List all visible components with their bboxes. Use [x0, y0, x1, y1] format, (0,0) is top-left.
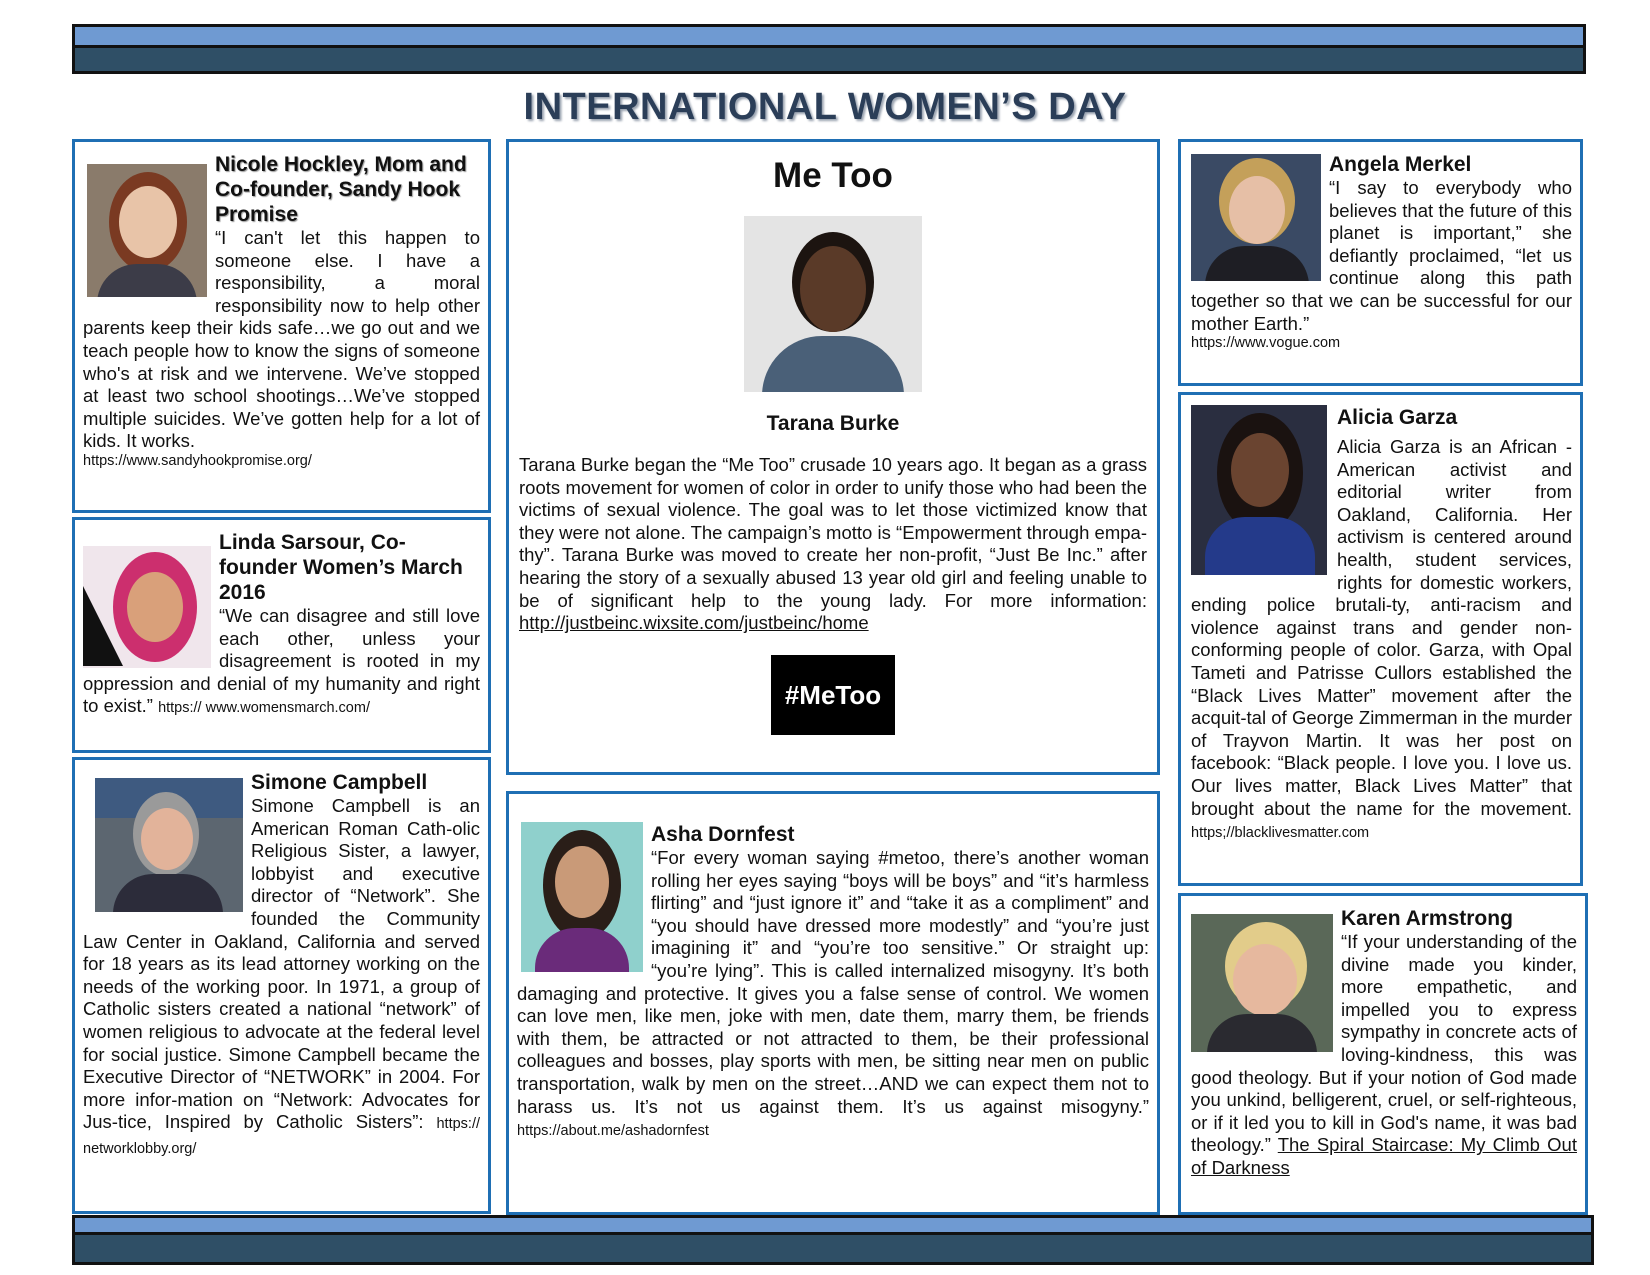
karen-armstrong-name: Karen Armstrong [1341, 907, 1513, 930]
alicia-garza-name: Alicia Garza [1337, 406, 1458, 429]
simone-campbell-source[interactable]: https:// networklobby.org/ [83, 1116, 481, 1157]
asha-dornfest-photo [521, 822, 643, 972]
me-too-heading: Me Too [773, 156, 893, 195]
simone-campbell-photo [95, 778, 243, 912]
alicia-garza-bio: Alicia Garza is an African -American activist and editorial writer from Oakland, California. Her activism is centered around health, student services, rights for domestic workers, ending police brutali-ty, anti-racism and violence against trans and gender non-conforming people of color. Garza, with Opal Tameti and Patrisse Cullors established the “Black Lives Matter” movement after the acquit-tal of George Zimmerman in the murder of Trayvon Martin. It was her post on facebook: “Black people. I love you. I love us. Our lives matter, Black Lives Matter” that brought about the name for the movement. https;//blacklivesmatter.com [1191, 436, 1572, 842]
nicole-hockley-photo [87, 164, 207, 297]
linda-sarsour-source[interactable]: https:// www.womensmarch.com/ [158, 700, 370, 717]
page-title: INTERNATIONAL WOMEN’S DAY [523, 86, 1127, 128]
bottom-banner-bar [72, 1215, 1594, 1265]
simone-campbell-bio: Simone Campbell is an American Roman Cath-olic Religious Sister, a lawyer, lobbyist and executive director of “Network”. She founded the Community Law Center in Oakland, California and served for 18 years as its lead attorney working on the needs of the working poor. In 1971, a group of Catholic sisters created a national “network” of women religious to advocate at the federal level for social justice. Simone Campbell became the Executive Director of “NETWORK” in 2004. For more infor-mation on “Network: Advocates for Jus-tice, Inspired by Catholic Sisters”: https:// networklobby.org/ [83, 795, 481, 1157]
asha-dornfest-name: Asha Dornfest [651, 823, 795, 846]
asha-dornfest-quote: “For every woman saying #metoo, there’s another woman rolling her eyes saying “boys will be boys” and “it’s harmless flirting” and “just ignore it” and “take it as a compliment” and “you should have dressed more modestly” and “you’re just imagining it” and “you’re too sensitive.” Or straight up: “you’re lying”. This is called internalized misogyny. It’s both damaging and protective. It gives you a false sense of control. We women can love men, like men, joke with men, date them, marry them, be friends with them, be attracted or not attracted to them, be their professional colleagues and bosses, play sports with men, be sitting near men on public transportation, walk by men on the street…AND we can expect them not to harass us. It’s not us against them. It’s us against misogyny.” https://about.me/ashadornfest [517, 847, 1149, 1140]
alicia-garza-source[interactable]: https;//blacklivesmatter.com [1191, 825, 1370, 842]
metoo-logo: #MeToo [771, 655, 895, 735]
nicole-hockley-quote: “I can't let this happen to someone else. I have a responsibility, a moral responsibility now to help other parents keep their kids safe…we go out and we teach people how to know the signs of someone who's at risk and we intervene. We’ve stopped at least two school shootings…We’ve stopped multiple suicides. We’ve gotten help for a lot of kids. It works. [83, 227, 480, 452]
angela-merkel-photo [1191, 154, 1321, 281]
top-banner-bar [72, 24, 1586, 74]
angela-merkel-source[interactable]: https://www.vogue.com [1191, 335, 1341, 352]
tarana-burke-caption: Tarana Burke [766, 412, 900, 435]
me-too-text: Tarana Burke began the “Me Too” crusade 10 years ago. It began as a grass roots movement for women of color in order to unify those who had been the victims of sexual violence. The goal was to let those victimized know that they were not alone. The campaign’s motto is “Empowerment through empa-thy”. Tarana Burke was moved to create her non-profit, “Just Be Inc.” after hearing the story of a sexually abused 13 year old girl and feeling unable to be of significant help to the young lady. For more information: http://justbeinc.wixsite.com/justbeinc/home [519, 454, 1147, 634]
card-angela-merkel [1178, 139, 1583, 386]
asha-dornfest-source[interactable]: https://about.me/ashadornfest [517, 1123, 709, 1140]
card-alicia-garza [1178, 392, 1583, 886]
nicole-hockley-name: Nicole Hockley, Mom and Co-founder, Sandy Hook Promise [215, 153, 467, 226]
angela-merkel-quote: “I say to everybody who believes that the future of this planet is important,” she defiantly proclaimed, “let us continue along this path together so that we can be successful for our mother Earth.” [1191, 177, 1572, 334]
card-asha-dornfest [506, 791, 1160, 1215]
linda-sarsour-quote: “We can disagree and still love each other, unless your disagreement is rooted in my oppression and denial of my humanity and right to exist.” https:// www.womensmarch.com/ [83, 605, 480, 717]
just-be-inc-link[interactable]: http://justbeinc.wixsite.com/justbeinc/home [519, 612, 869, 634]
simone-campbell-name: Simone Campbell [251, 771, 428, 794]
linda-sarsour-photo [83, 546, 211, 668]
alicia-garza-photo [1191, 405, 1327, 575]
nicole-hockley-source[interactable]: https://www.sandyhookpromise.org/ [83, 452, 312, 469]
card-simone-campbell [72, 757, 491, 1214]
karen-armstrong-photo [1191, 914, 1333, 1052]
card-nicole-hockley [72, 139, 491, 513]
card-me-too [506, 139, 1160, 775]
karen-armstrong-quote: “If your understanding of the divine made you kinder, more empathetic, and impelled you to express sympathy in concrete acts of loving-kindness, this was good theology. But if your notion of God made you unkind, belligerent, cruel, or self-righteous, or if it led you to kill in God's name, it was bad theology.” The Spiral Staircase: My Climb Out of Darkness [1191, 931, 1577, 1178]
card-karen-armstrong [1178, 893, 1588, 1215]
spiral-staircase-link[interactable]: The Spiral Staircase: My Climb Out of Darkness [1191, 1134, 1577, 1178]
linda-sarsour-name: Linda Sarsour, Co-founder Women’s March 2016 [219, 531, 463, 604]
angela-merkel-name: Angela Merkel [1329, 153, 1472, 176]
tarana-burke-photo [744, 216, 922, 392]
card-linda-sarsour [72, 517, 491, 753]
